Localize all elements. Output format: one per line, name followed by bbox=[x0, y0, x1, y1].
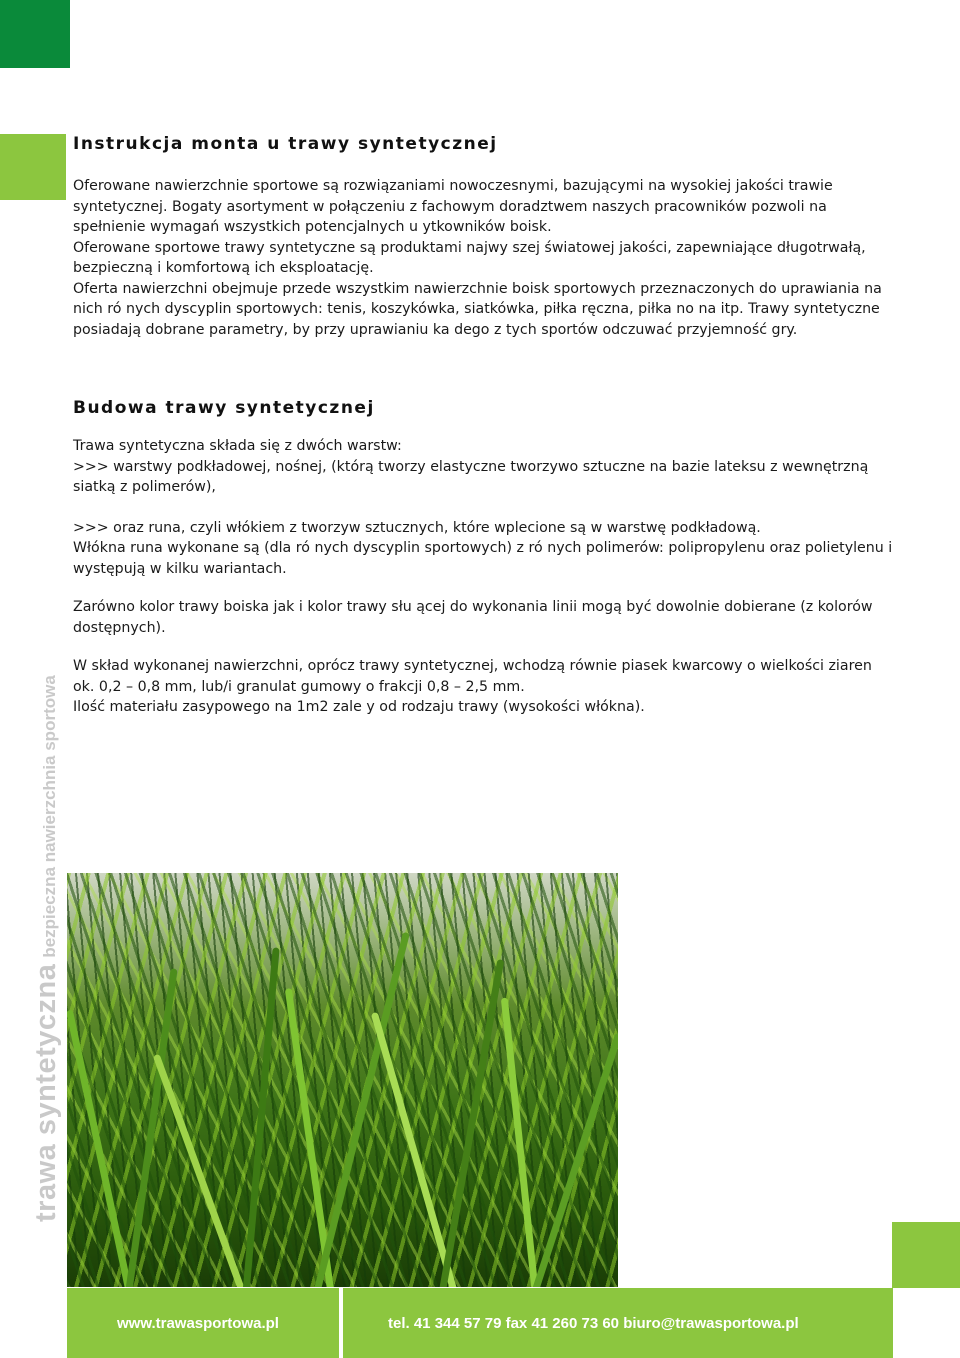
paragraph-offer: Oferta nawierzchni obejmuje przede wszystkim nawierzchnie boisk sportowych przeznaczonych do uprawiania na nich ró nych dyscyplin sportowych: tenis, koszykówka, siatkówka, piłka ręczna, piłka no na itp. Trawy syntetyczne posiadają dobrane parametry, by przy uprawianiu ka dego z tych sportów odczuwać przyjemność gry. bbox=[73, 280, 882, 338]
vertical-subtitle: bezpieczna nawierzchnia sportowa bbox=[40, 675, 59, 958]
footer-website-link[interactable]: www.trawasportowa.pl bbox=[117, 1315, 279, 1332]
paragraph-quality: Oferowane sportowe trawy syntetyczne są produktami najwy szej światowej jakości, zapewniające długotrwałą, bezpieczną i komfortową ich eksploatację. bbox=[73, 239, 866, 276]
corner-square-dark-green bbox=[0, 0, 70, 68]
paragraph-colors: Zarówno kolor trawy boiska jak i kolor trawy słu ącej do wykonania linii mogą być dowolnie dobierane (z kolorów dostępnych). bbox=[73, 599, 873, 636]
document-body bbox=[73, 128, 893, 718]
footer-square-light-green bbox=[892, 1222, 960, 1288]
vertical-watermark bbox=[30, 675, 63, 1222]
artificial-grass-photo bbox=[67, 873, 618, 1287]
footer-divider bbox=[339, 1288, 343, 1358]
paragraph-fibers: Włókna runa wykonane są (dla ró nych dyscyplin sportowych) z ró nych polimerów: polipropylenu oraz polietylenu i występują w kilku wariantach. bbox=[73, 540, 893, 577]
paragraph-intro: Oferowane nawierzchnie sportowe są rozwiązaniami nowoczesnymi, bazującymi na wysokiej jakości trawie syntetycznej. Bogaty asortyment w połączeniu z fachowym doradztwem naszych pracowników pozwoli na spełnienie wymagań wszystkich potencjalnych u ytkowników boisk. bbox=[73, 178, 833, 235]
footer-contacts: tel. 41 344 57 79 fax 41 260 73 60 biuro@trawasportowa.pl bbox=[388, 1315, 799, 1332]
section-heading-structure: Budowa trawy syntetycznej bbox=[73, 398, 375, 418]
paragraph-infill: W skład wykonanej nawierzchni, oprócz trawy syntetycznej, wchodzą równie piasek kwarcowy o wielkości ziaren ok. 0,2 – 0,8 mm, lub/i granulat gumowy o frakcji 0,8 – 2,5 mm. bbox=[73, 658, 872, 695]
paragraph-layers: Trawa syntetyczna składa się z dwóch warstw: bbox=[73, 438, 402, 454]
section-heading-installation: Instrukcja monta u trawy syntetycznej bbox=[73, 134, 498, 154]
paragraph-infill-amount: Ilość materiału zasypowego na 1m2 zale y od rodzaju trawy (wysokości włókna). bbox=[73, 699, 645, 715]
footer-bar bbox=[67, 1288, 893, 1358]
paragraph-pile: >>> oraz runa, czyli włókiem z tworzyw sztucznych, które wplecione są w warstwę podkładową. bbox=[73, 519, 761, 536]
heading-square-light-green bbox=[0, 134, 66, 200]
paragraph-base-layer: >>> warstwy podkładowej, nośnej, (którą tworzy elastyczne tworzywo sztuczne na bazie lateksu z wewnętrzną siatką z polimerów), bbox=[73, 458, 869, 495]
vertical-title: trawa syntetyczna bbox=[30, 963, 62, 1222]
